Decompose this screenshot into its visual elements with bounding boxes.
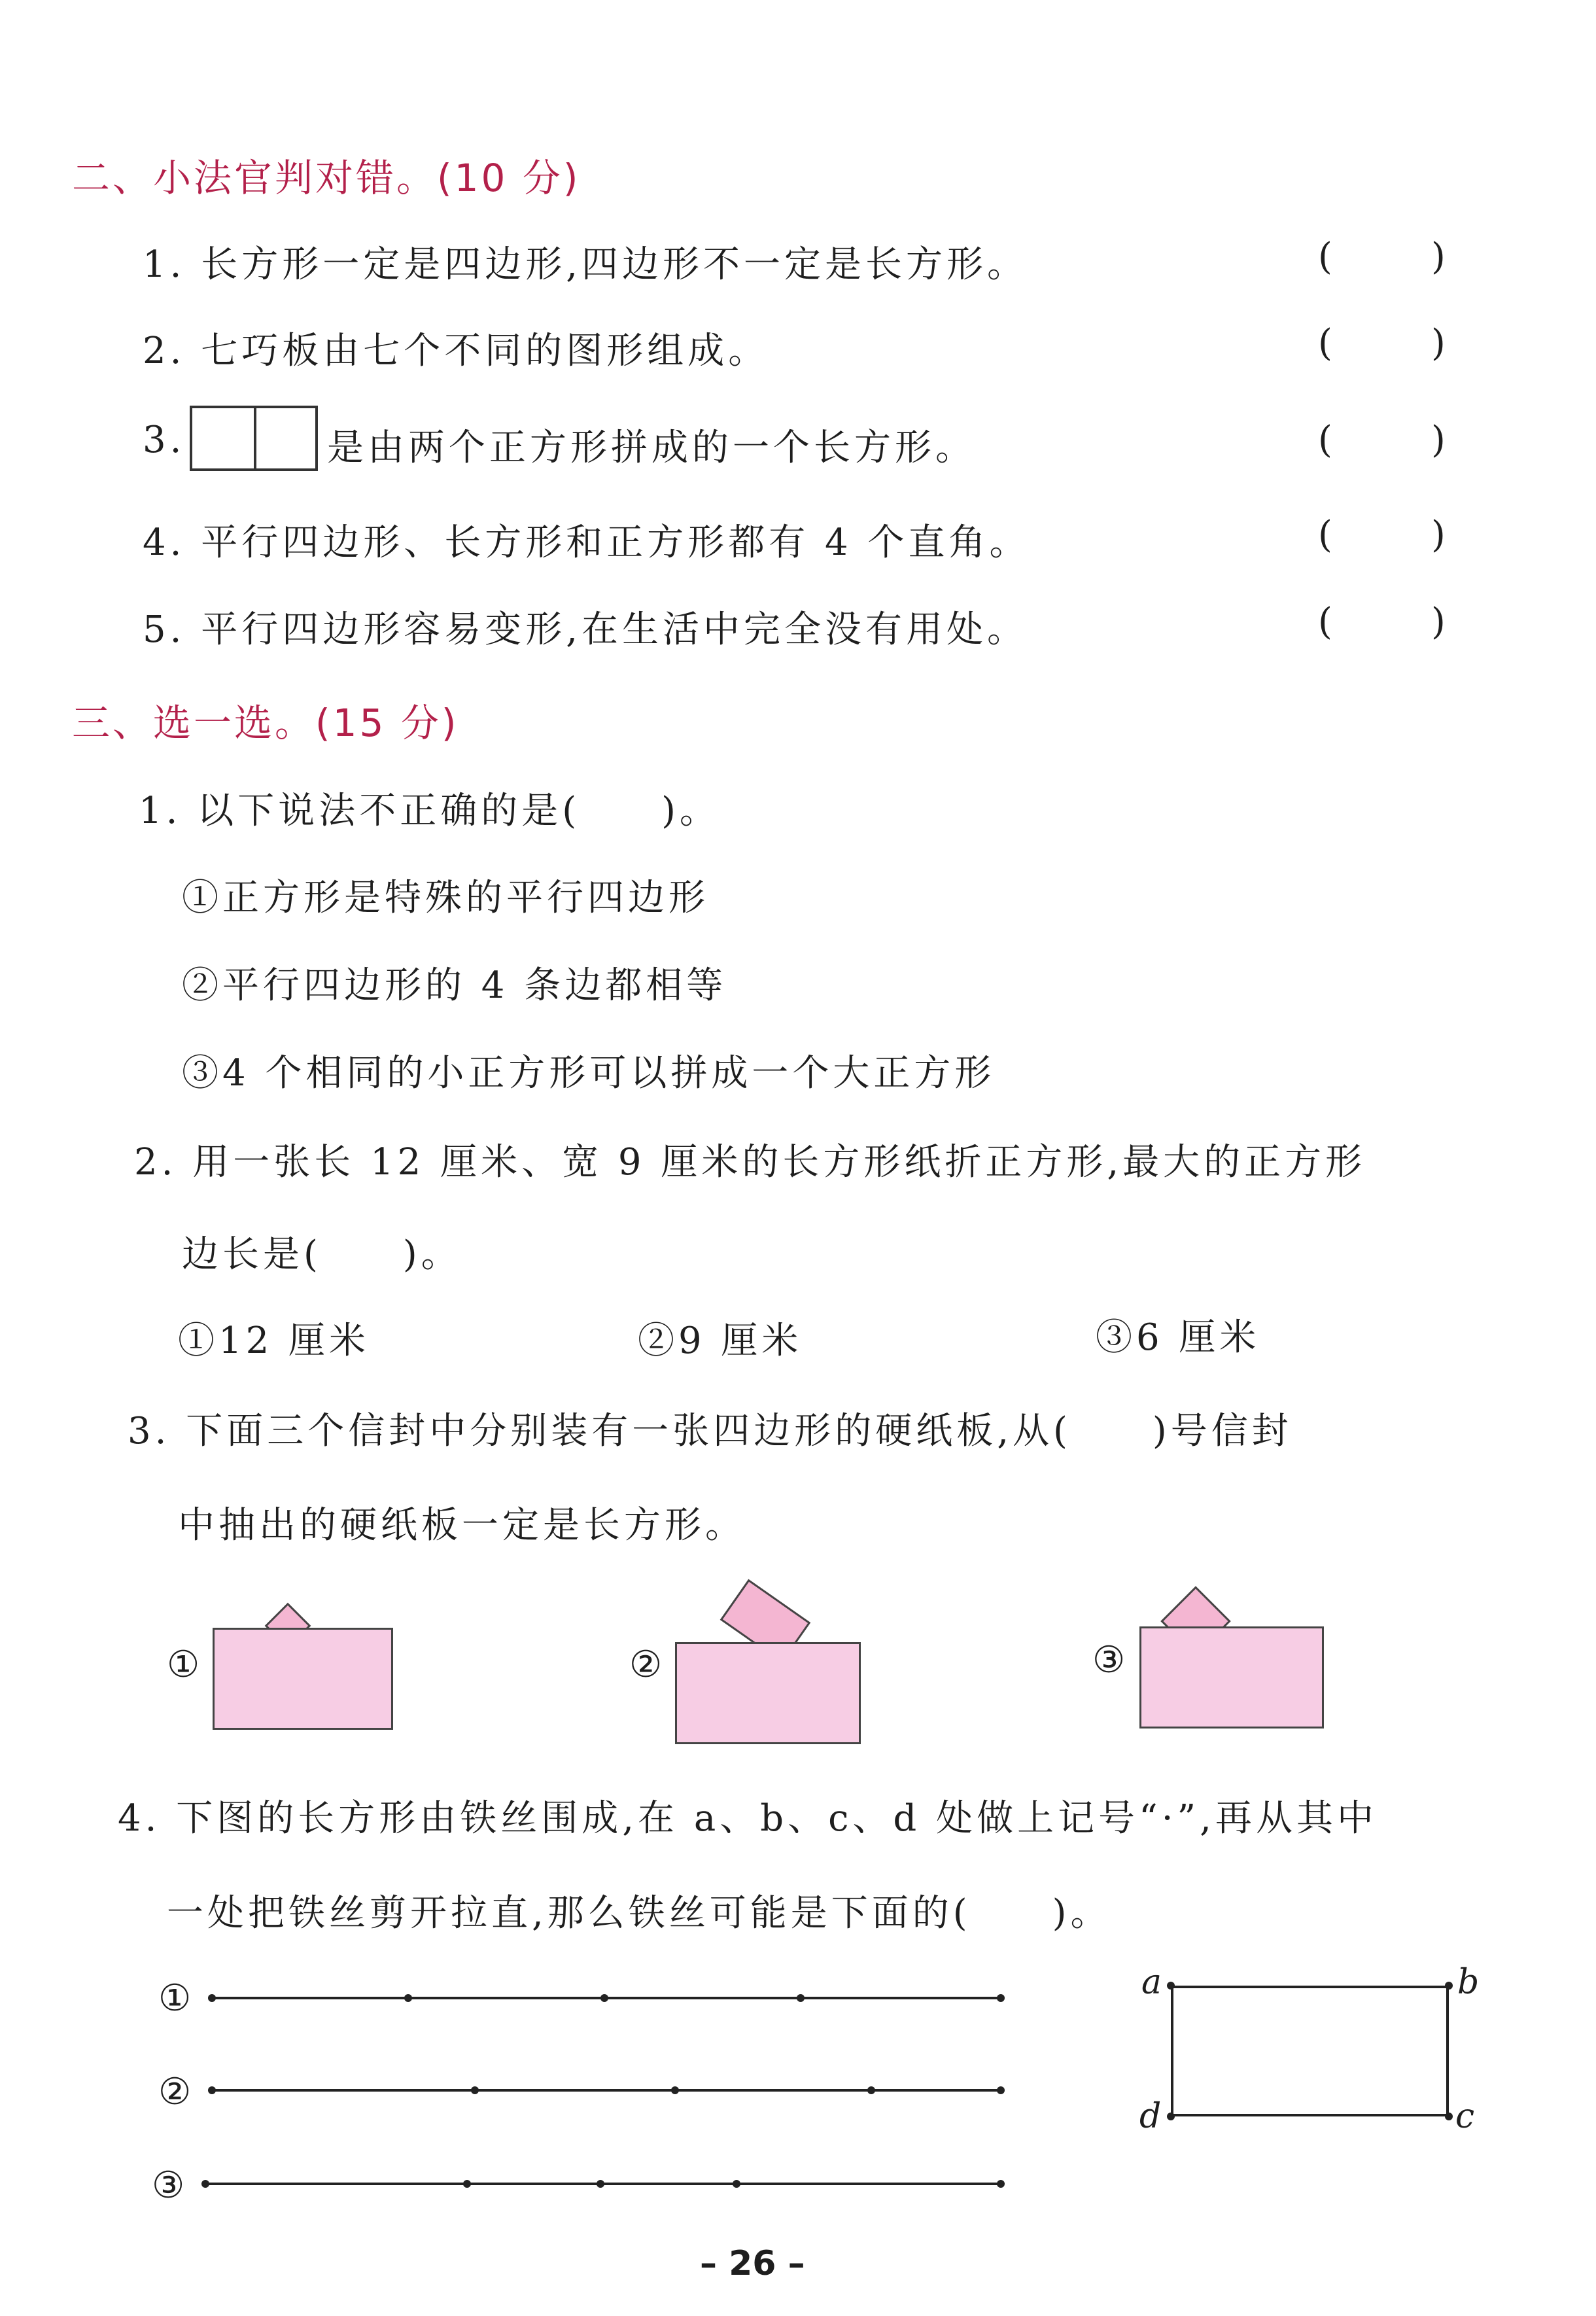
page-number: – 26 – [700, 2244, 805, 2283]
answer-paren-open-1: ( [1318, 236, 1332, 278]
corner-a-dot [1167, 1982, 1175, 1990]
wire-1-label: ① [158, 1977, 196, 2020]
wire-1-dot [600, 1994, 608, 2002]
answer-paren-open-5: ( [1318, 601, 1332, 643]
envelope-1 [213, 1628, 393, 1730]
envelope-1-label: ① [167, 1643, 204, 1686]
wire-1-dot [997, 1994, 1005, 2002]
envelope-3-label: ③ [1092, 1639, 1130, 1681]
choice-q3-stem-line2: 中抽出的硬纸板一定是长方形。 [178, 1504, 746, 1547]
wire-3-dot [997, 2180, 1005, 2188]
wire-2-dot [208, 2086, 216, 2094]
choice-q1-option-2: ②平行四边形的 4 条边都相等 [182, 964, 727, 1007]
square-divider [254, 408, 256, 468]
answer-paren-close-5: ) [1431, 601, 1446, 643]
corner-d-label: d [1139, 2097, 1162, 2136]
item-text: 长方形一定是四边形,四边形不一定是长方形。 [201, 243, 1028, 286]
wire-1-dot [208, 1994, 216, 2002]
answer-paren-open-3: ( [1318, 419, 1332, 461]
item-number: 2. [143, 330, 186, 372]
section-3-title: 三、选一选。(15 分) [72, 701, 459, 745]
wire-1-dot [797, 1994, 805, 2002]
envelope-3 [1139, 1626, 1324, 1728]
choice-q2-option-2: ②9 厘米 [638, 1320, 803, 1362]
choice-q2-option-3: ③6 厘米 [1096, 1316, 1260, 1359]
choice-q4-stem-line1: 4. 下图的长方形由铁丝围成,在 a、b、c、d 处做上记号“·”,再从其中 [118, 1797, 1378, 1840]
item-text: 七巧板由七个不同的图形组成。 [201, 330, 769, 372]
wire-3-dot [463, 2180, 471, 2188]
wire-2-dot [671, 2086, 679, 2094]
choice-q2-stem-line1: 2. 用一张长 12 厘米、宽 9 厘米的长方形纸折正方形,最大的正方形 [134, 1141, 1366, 1184]
judge-item-5 [143, 601, 1028, 653]
wire-2-label: ② [158, 2071, 196, 2113]
wire-2-dot [867, 2086, 875, 2094]
judge-item-3-text: 是由两个正方形拼成的一个长方形。 [327, 427, 976, 469]
wire-2-dot [471, 2086, 479, 2094]
item-number: 5. [143, 608, 186, 651]
corner-d-dot [1167, 2113, 1175, 2120]
judge-item-1 [143, 236, 1028, 288]
wire-2-line [211, 2089, 1002, 2092]
wire-2-dot [997, 2086, 1005, 2094]
wire-1-dot [404, 1994, 412, 2002]
corner-b-dot [1445, 1982, 1453, 1990]
choice-q1-stem: 1. 以下说法不正确的是( )。 [139, 790, 720, 832]
item-text: 平行四边形容易变形,在生活中完全没有用处。 [201, 608, 1028, 651]
answer-paren-close-2: ) [1431, 322, 1446, 364]
envelope-2-label: ② [629, 1643, 667, 1686]
answer-paren-close-4: ) [1431, 514, 1446, 556]
wire-rectangle [1171, 1986, 1449, 2116]
two-squares-figure [190, 406, 318, 471]
answer-paren-open-4: ( [1318, 514, 1332, 556]
choice-q3-stem-line1: 3. 下面三个信封中分别装有一张四边形的硬纸板,从( )号信封 [128, 1410, 1292, 1452]
section-2-title: 二、小法官判对错。(10 分) [72, 156, 581, 200]
envelope-2 [675, 1642, 861, 1744]
choice-q2-option-1: ①12 厘米 [178, 1320, 370, 1362]
choice-q2-stem-line2: 边长是( )。 [182, 1233, 462, 1276]
corner-a-label: a [1141, 1963, 1162, 2002]
item-number: 4. [143, 521, 186, 564]
item-text: 平行四边形、长方形和正方形都有 4 个直角。 [201, 521, 1030, 564]
answer-paren-close-1: ) [1431, 236, 1446, 278]
judge-item-3-number: 3. [143, 419, 186, 461]
answer-paren-close-3: ) [1431, 419, 1446, 461]
corner-c-label: c [1455, 2097, 1475, 2136]
answer-paren-open-2: ( [1318, 322, 1332, 364]
corner-b-label: b [1457, 1963, 1480, 2002]
item-number: 1. [143, 243, 186, 286]
wire-3-label: ③ [152, 2164, 189, 2207]
wire-3-dot [201, 2180, 209, 2188]
judge-item-2 [143, 322, 769, 374]
judge-item-4 [143, 514, 1030, 566]
choice-q1-option-3: ③4 个相同的小正方形可以拼成一个大正方形 [182, 1052, 996, 1095]
choice-q4-stem-line2: 一处把铁丝剪开拉直,那么铁丝可能是下面的( )。 [167, 1892, 1111, 1935]
choice-q1-option-1: ①正方形是特殊的平行四边形 [182, 877, 709, 919]
corner-c-dot [1445, 2113, 1453, 2120]
wire-3-dot [733, 2180, 740, 2188]
wire-3-dot [597, 2180, 604, 2188]
